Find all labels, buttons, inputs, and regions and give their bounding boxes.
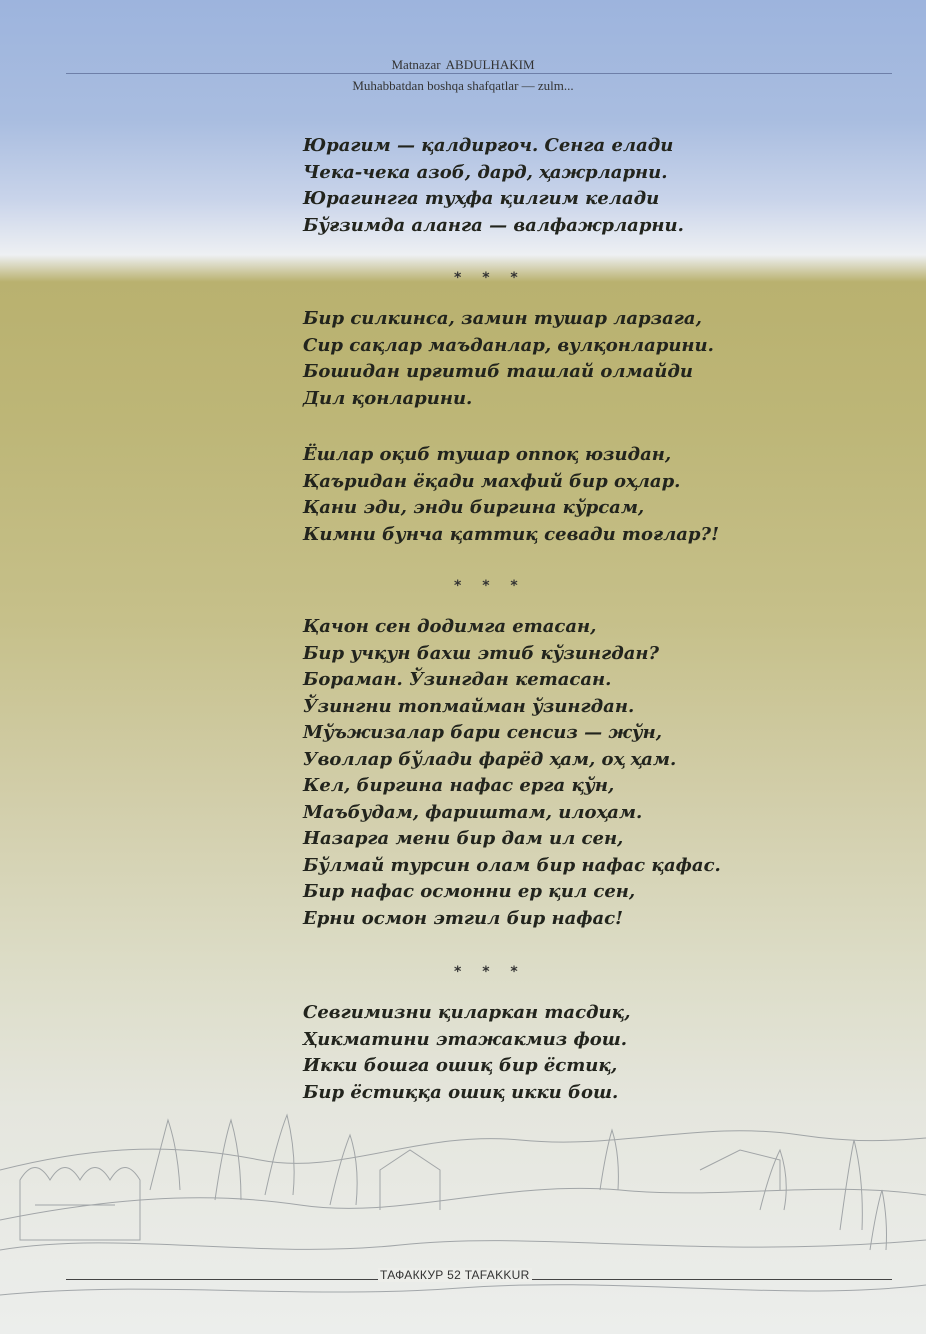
stanza-separator: * * * [454,964,526,980]
poem-line: Сир сақлар маъданлар, вулқонларини. [303,334,714,356]
poem-line: Чека-чека азоб, дард, ҳажрларни. [303,161,668,183]
poem-line: Кел, биргина нафас ерга қўн, [303,775,615,796]
author-first-name: Matnazar [391,57,441,72]
poem-line: Назарга мени бир дам ил сен, [303,828,624,849]
author-last-name: ABDULHAKIM [445,57,535,72]
poem-line: Юрагингга туҳфа қилгим келади [303,188,660,209]
author-header [0,54,926,73]
poem-line: Ёшлар оқиб тушар оппоқ юзидан, [303,444,672,465]
stanza-separator: * * * [454,270,526,286]
poem-line: Маъбудам, фариштам, илоҳам. [303,801,643,823]
poem-line: Юрагим — қалдирғоч. Сенга елади [303,135,674,156]
poem-line: Бир учқун бахш этиб кўзингдан? [303,642,660,664]
poem-line: Қани эди, энди биргина кўрсам, [303,497,645,518]
poem-line: Ҳикматини этажакмиз фош. [303,1028,628,1050]
poem-line: Ерни осмон этгил бир нафас! [303,907,624,929]
poem-line: Бораман. Ўзингдан кетасан. [303,669,612,690]
poem-stanza-4 [303,614,863,932]
poem-line: Бўғзимда аланга — валфажрларни. [303,214,684,236]
poem-line: Ўзингни топмайман ўзингдан. [303,695,635,717]
poem-line: Бир ёстиққа ошиқ икки бош. [303,1081,619,1103]
poem-line: Севгимизни қиларкан тасдиқ, [303,1002,631,1023]
footer-text: ТАФАККУР 52 TAFAKKUR [380,1268,530,1282]
poem-stanza-1 [303,133,863,239]
poem-line: Бир нафас осмонни ер қил сен, [303,881,636,902]
poem-line: Кимни бунча қаттиқ севади тоғлар?! [303,523,719,545]
poem-line: Бир силкинса, замин тушар ларзага, [303,308,702,329]
poem-stanza-3 [303,442,863,548]
poem-line: Қачон сен додимга етасан, [303,616,597,637]
poem-line: Уволлар бўлади фарёд ҳам, оҳ ҳам. [303,748,677,770]
poem-line: Бошидан ирғитиб ташлай олмайди [303,361,693,382]
section-subtitle: Muhabbatdan boshqa shafqatlar — zulm... [352,78,574,93]
poem-line: Дил қонларини. [303,387,473,409]
poem-line: Икки бошга ошиқ бир ёстиқ, [303,1055,618,1076]
header-rule [66,73,892,74]
landscape-sketch [0,1110,926,1334]
stanza-separator: * * * [454,578,526,594]
poem-stanza-2 [303,306,863,412]
poem-line: Бўлмай турсин олам бир нафас қафас. [303,854,721,876]
poem-line: Мўъжизалар бари сенсиз — жўн, [303,722,663,743]
poem-stanza-5 [303,1000,863,1106]
poem-line: Қаъридан ёқади махфий бир оҳлар. [303,470,681,492]
page-footer [378,1268,532,1282]
